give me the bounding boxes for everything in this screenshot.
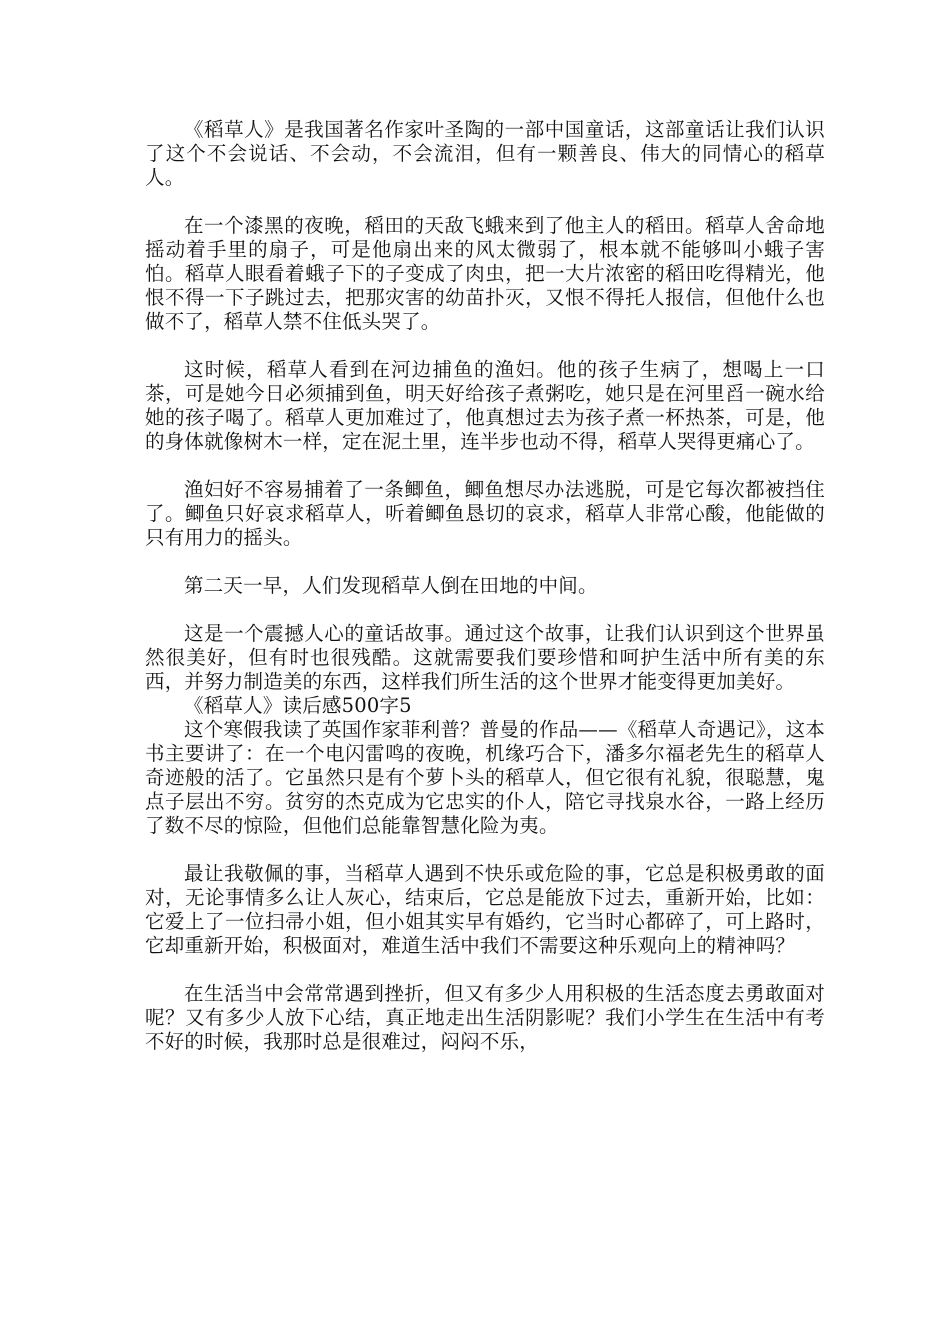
paragraph-conclusion: 这是一个震撼人心的童话故事。通过这个故事，让我们认识到这个世界虽然很美好，但有时也很残酷。这就需要我们要珍惜和呵护生活中所有美的东西，并努力制造美的东西，这样我们所生活的这个世界才能变得更加美好。	[145, 622, 825, 693]
paragraph-fisherwoman: 这时候，稻草人看到在河边捕鱼的渔妇。他的孩子生病了，想喝上一口茶，可是她今日必须捕到鱼，明天好给孩子煮粥吃，她只是在河里舀一碗水给她的孩子喝了。稻草人更加难过了，他真想过去为孩子煮一杯热茶，可是，他的身体就像树木一样，定在泥土里，连半步也动不得，稻草人哭得更痛心了。	[145, 358, 825, 453]
paragraph-scarecrow-adventures: 这个寒假我读了英国作家菲利普？普曼的作品——《稻草人奇遇记》，这本书主要讲了：在一个电闪雷鸣的夜晚，机缘巧合下，潘多尔福老先生的稻草人奇迹般的活了。它虽然只是有个萝卜头的稻草人，但它很有礼貌，很聪慧，鬼点子层出不穷。贫穷的杰克成为它忠实的仆人，陪它寻找泉水谷，一路上经历了数不尽的惊险，但他们总能靠智慧化险为夷。	[145, 718, 825, 837]
paragraph-admiration: 最让我敬佩的事，当稻草人遇到不快乐或危险的事，它总是积极勇敢的面对，无论事情多么让人灰心，结束后，它总是能放下过去，重新开始，比如：它爱上了一位扫帚小姐，但小姐其实早有婚约，它当时心都碎了，可上路时，它却重新开始，积极面对，难道生活中我们不需要这种乐观向上的精神吗？	[145, 862, 825, 957]
paragraph-night-moths: 在一个漆黑的夜晚，稻田的天敌飞蛾来到了他主人的稻田。稻草人舍命地摇动着手里的扇子，可是他扇出来的风太微弱了，根本就不能够叫小蛾子害怕。稻草人眼看着蛾子下的子变成了肉虫，把一大片浓密的稻田吃得精光，他恨不得一下子跳过去，把那灾害的幼苗扑灭，又恨不得托人报信，但他什么也做不了，稻草人禁不住低头哭了。	[145, 214, 825, 333]
paragraph-crucian-carp: 渔妇好不容易捕着了一条鲫鱼，鲫鱼想尽办法逃脱，可是它每次都被挡住了。鲫鱼只好哀求稻草人，听着鲫鱼恳切的哀求，稻草人非常心酸，他能做的只有用力的摇头。	[145, 478, 825, 549]
section-heading: 《稻草人》读后感500字5	[184, 694, 412, 717]
paragraph-intro: 《稻草人》是我国著名作家叶圣陶的一部中国童话，这部童话让我们认识了这个不会说话、不会动，不会流泪，但有一颗善良、伟大的同情心的稻草人。	[145, 118, 825, 189]
document-page	[145, 118, 825, 1078]
paragraph-next-morning: 第二天一早，人们发现稻草人倒在田地的中间。	[184, 574, 598, 597]
paragraph-setbacks: 在生活当中会常常遇到挫折，但又有多少人用积极的生活态度去勇敢面对呢？又有多少人放下心结，真正地走出生活阴影呢？我们小学生在生活中有考不好的时候，我那时总是很难过，闷闷不乐，	[145, 982, 825, 1053]
